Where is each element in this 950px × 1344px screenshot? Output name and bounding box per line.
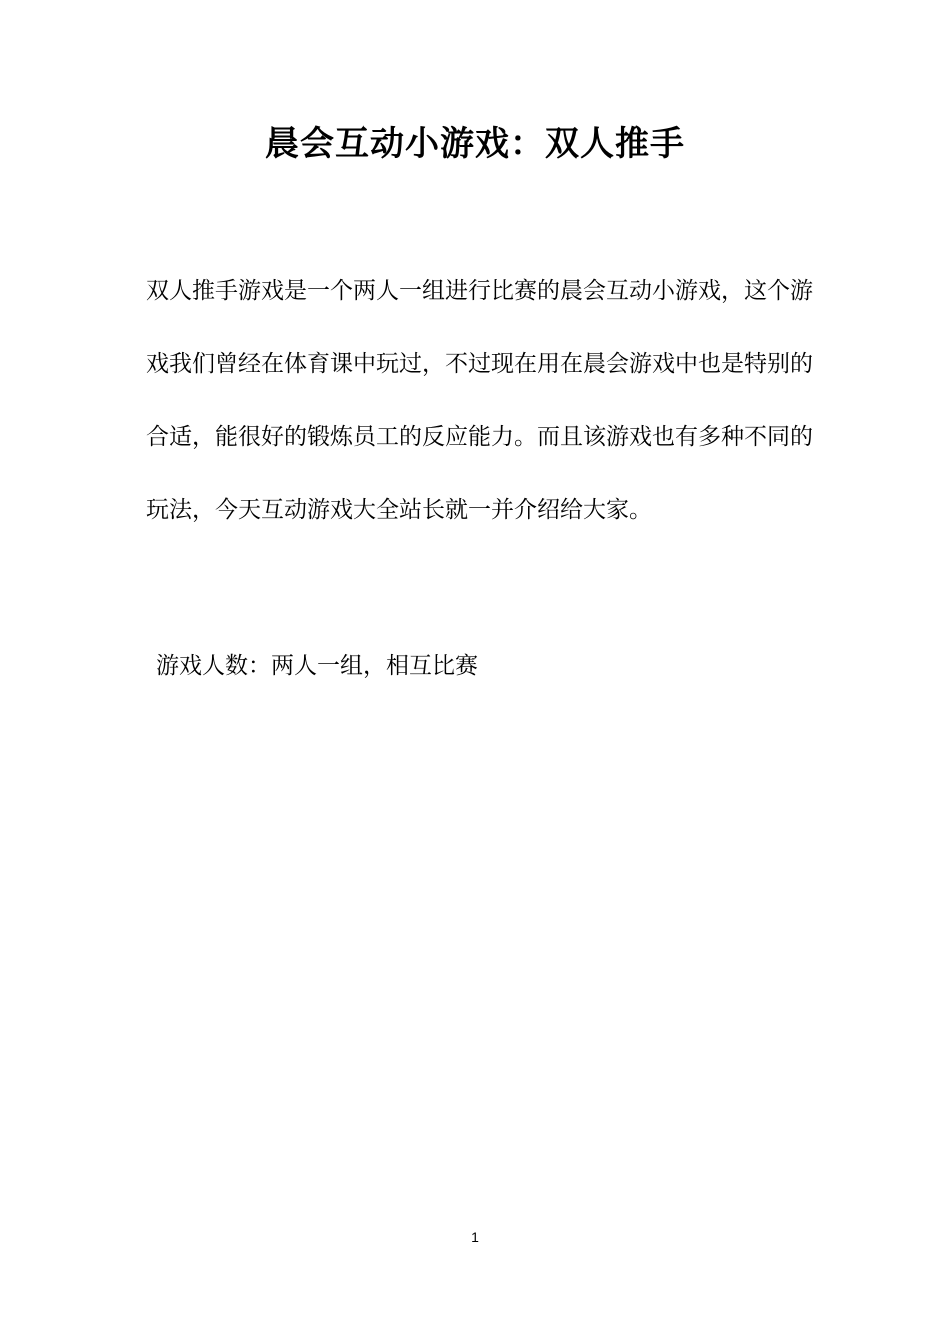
document-title: 晨会互动小游戏：双人推手	[265, 124, 685, 164]
page-number: 1	[471, 1229, 479, 1245]
paragraph-line: 双人推手游戏是一个两人一组进行比赛的晨会互动小游戏，这个游	[146, 278, 813, 304]
intro-paragraph	[146, 255, 816, 547]
paragraph-line: 合适，能很好的锻炼员工的反应能力。而且该游戏也有多种不同的	[146, 424, 813, 450]
paragraph-line: 戏我们曾经在体育课中玩过，不过现在用在晨会游戏中也是特别的	[146, 351, 813, 377]
paragraph-line: 玩法，今天互动游戏大全站长就一并介绍给大家。	[146, 497, 652, 523]
player-count-line: 游戏人数：两人一组，相互比赛	[156, 653, 478, 679]
